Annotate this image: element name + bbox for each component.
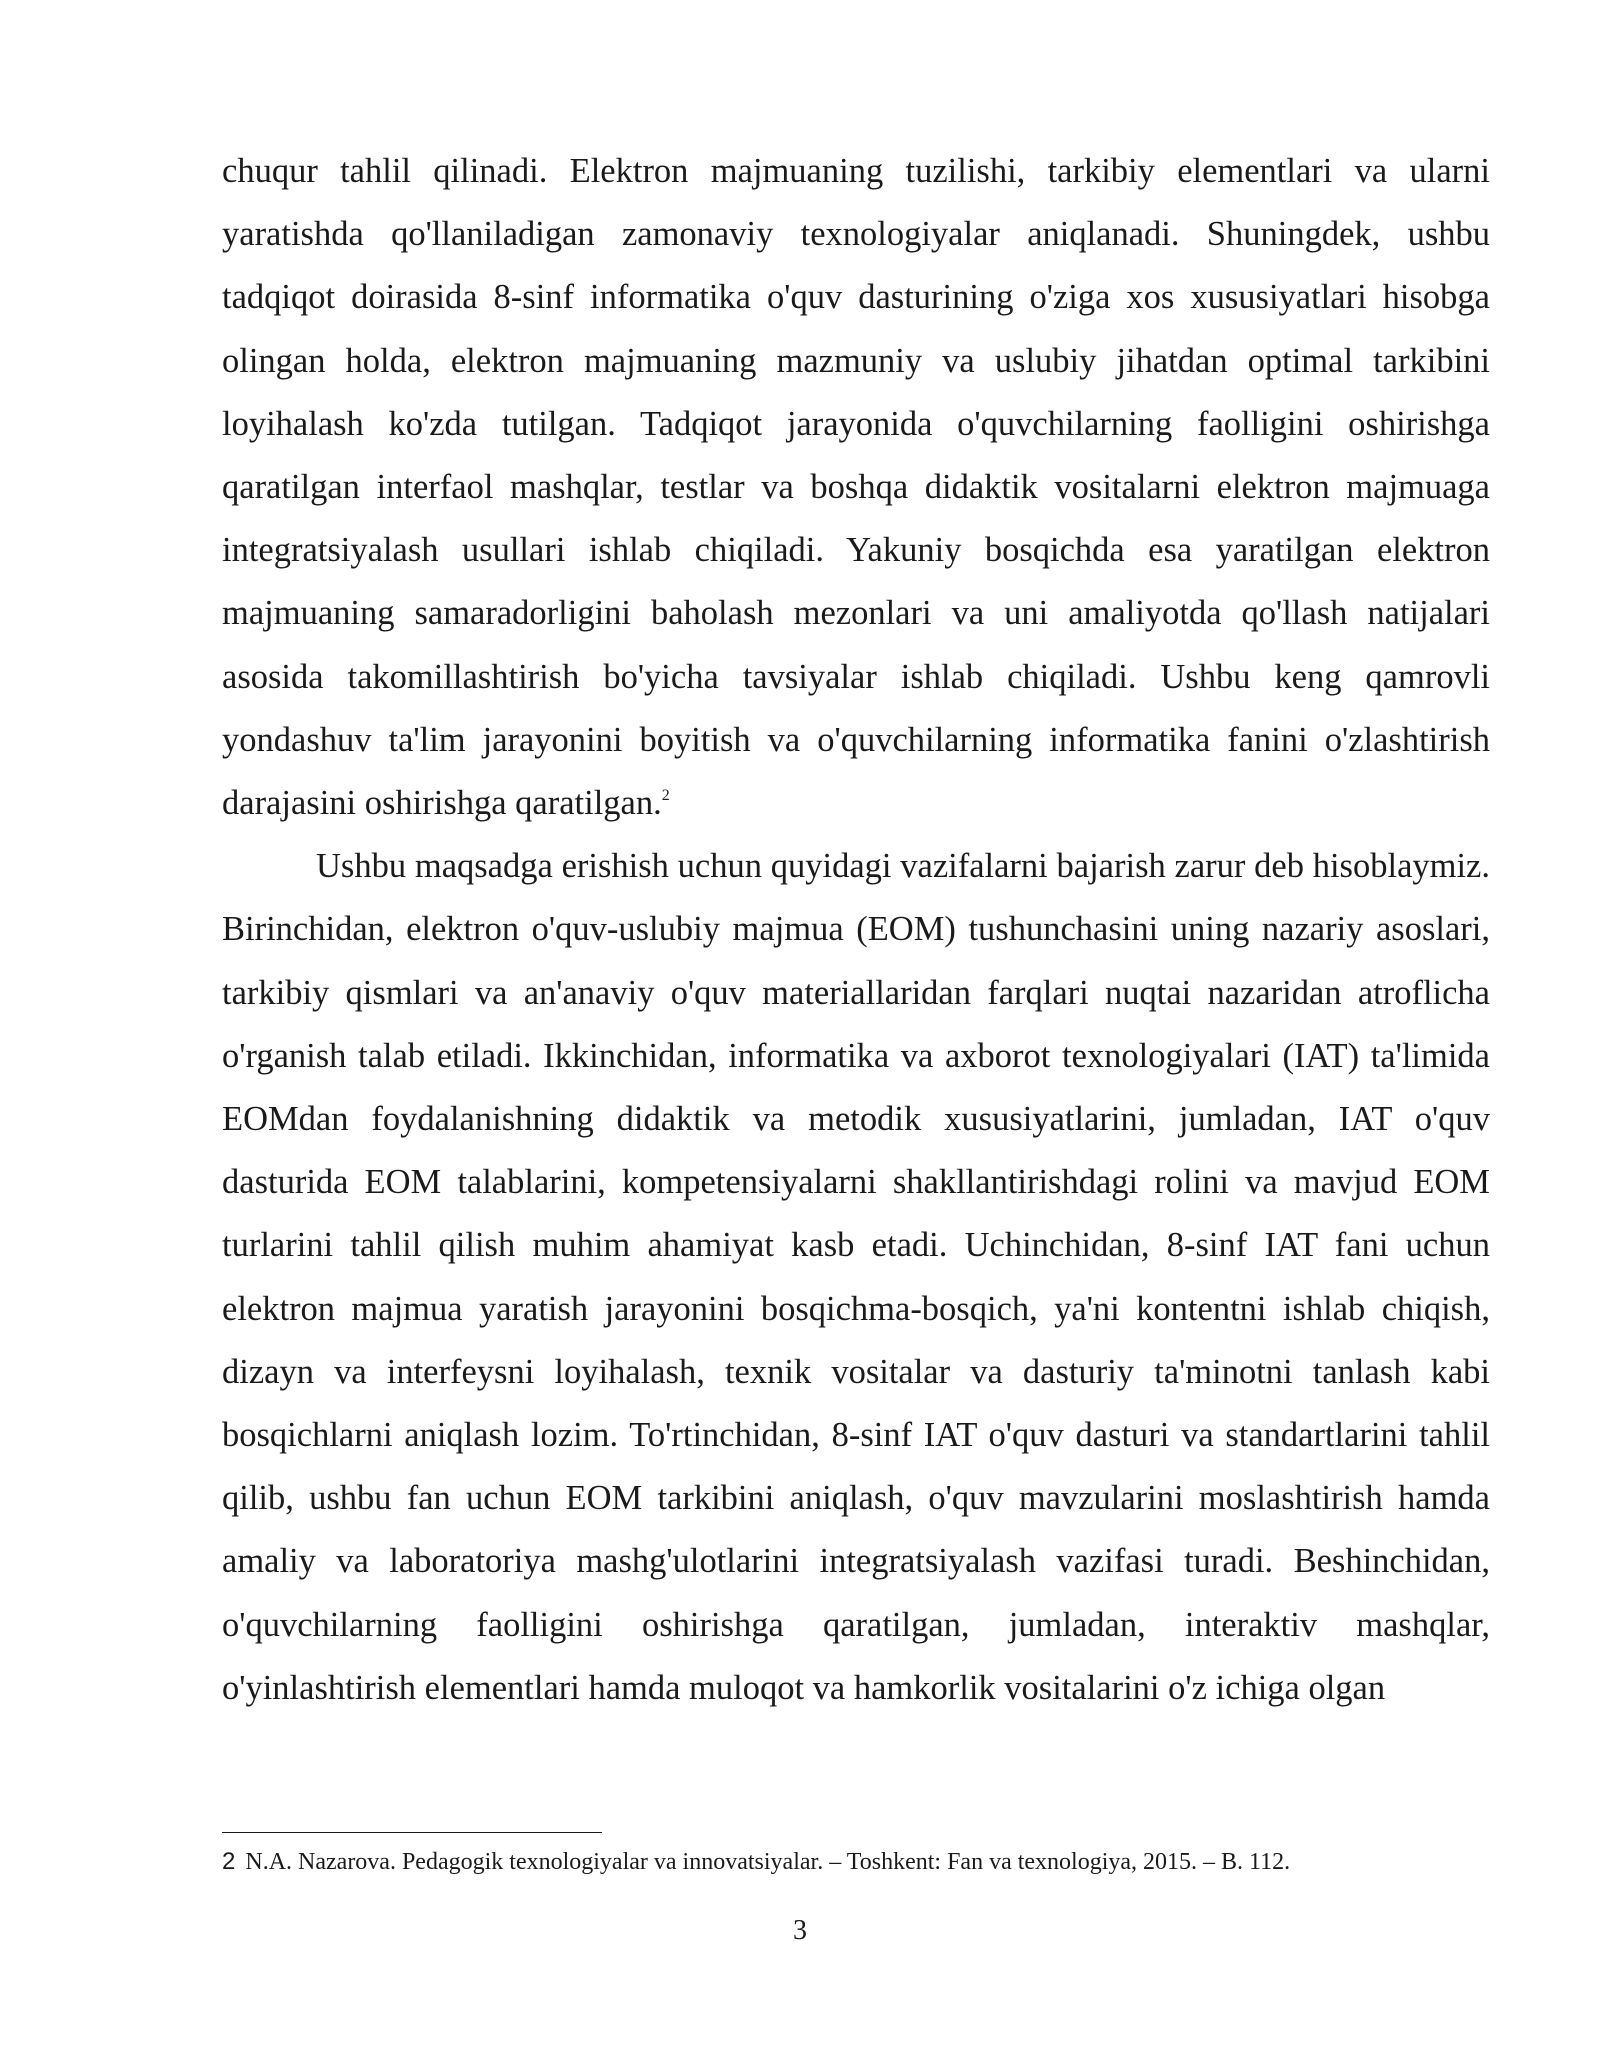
footnote-number: 2	[222, 1848, 236, 1875]
page-body	[222, 140, 1490, 1720]
footnote-reference: 2	[661, 787, 670, 805]
paragraph-text: Ushbu maqsadga erishish uchun quyidagi vazifalarni bajarish zarur deb hisoblaymiz. Birinchidan, elektron o'quv-uslubiy majmua (EOM) tushunchasini uning nazariy asoslari, tarkibiy qismlari va an'anaviy o'quv materiallaridan farqlari nuqtai nazaridan atroflicha o'rganish talab etiladi. Ikkinchidan, informatika va axborot texnologiyalari (IAT) ta'limida EOMdan foydalanishning didaktik va metodik xususiyatlarini, jumladan, IAT o'quv dasturida EOM talablarini, kompetensiyalarni shakllantirishdagi rolini va mavjud EOM turlarini tahlil qilish muhim ahamiyat kasb etadi. Uchinchidan, 8-sinf IAT fani uchun elektron majmua yaratish jarayonini bosqichma-bosqich, ya'ni kontentni ishlab chiqish, dizayn va interfeysni loyihalash, texnik vositalar va dasturiy ta'minotni tanlash kabi bosqichlarni aniqlash lozim. To'rtinchidan, 8-sinf IAT o'quv dasturi va standartlarini tahlil qilib, ushbu fan uchun EOM tarkibini aniqlash, o'quv mavzularini moslashtirish hamda amaliy va laboratoriya mashg'ulotlarini integratsiyalash vazifasi turadi. Beshinchidan, o'quvchilarning faolligini oshirishga qaratilgan, jumladan, interaktiv mashqlar, o'yinlashtirish elementlari hamda muloqot va hamkorlik vositalarini o'z ichiga olgan	[222, 847, 1490, 1707]
body-paragraph	[222, 835, 1490, 1720]
footnote	[222, 1846, 1490, 1878]
body-paragraph	[222, 140, 1490, 835]
footnote-text: N.A. Nazarova. Pedagogik texnologiyalar va innovatsiyalar. – Toshkent: Fan va texnologiya, 2015. – B. 112.	[245, 1849, 1291, 1875]
footnote-separator	[222, 1832, 602, 1833]
paragraph-text: chuqur tahlil qilinadi. Elektron majmuaning tuzilishi, tarkibiy elementlari va ularni yaratishda qo'llaniladigan zamonaviy texnologiyalar aniqlanadi. Shuningdek, ushbu tadqiqot doirasida 8-sinf informatika o'quv dasturining o'ziga xos xususiyatlari hisobga olingan holda, elektron majmuaning mazmuniy va uslubiy jihatdan optimal tarkibini loyihalash ko'zda tutilgan. Tadqiqot jarayonida o'quvchilarning faolligini oshirishga qaratilgan interfaol mashqlar, testlar va boshqa didaktik vositalarni elektron majmuaga integratsiyalash usullari ishlab chiqiladi. Yakuniy bosqichda esa yaratilgan elektron majmuaning samaradorligini baholash mezonlari va uni amaliyotda qo'llash natijalari asosida takomillashtirish bo'yicha tavsiyalar ishlab chiqiladi. Ushbu keng qamrovli yondashuv ta'lim jarayonini boyitish va o'quvchilarning informatika fanini o'zlashtirish darajasini oshirishga qaratilgan.	[222, 152, 1490, 823]
page-number: 3	[793, 1915, 807, 1946]
